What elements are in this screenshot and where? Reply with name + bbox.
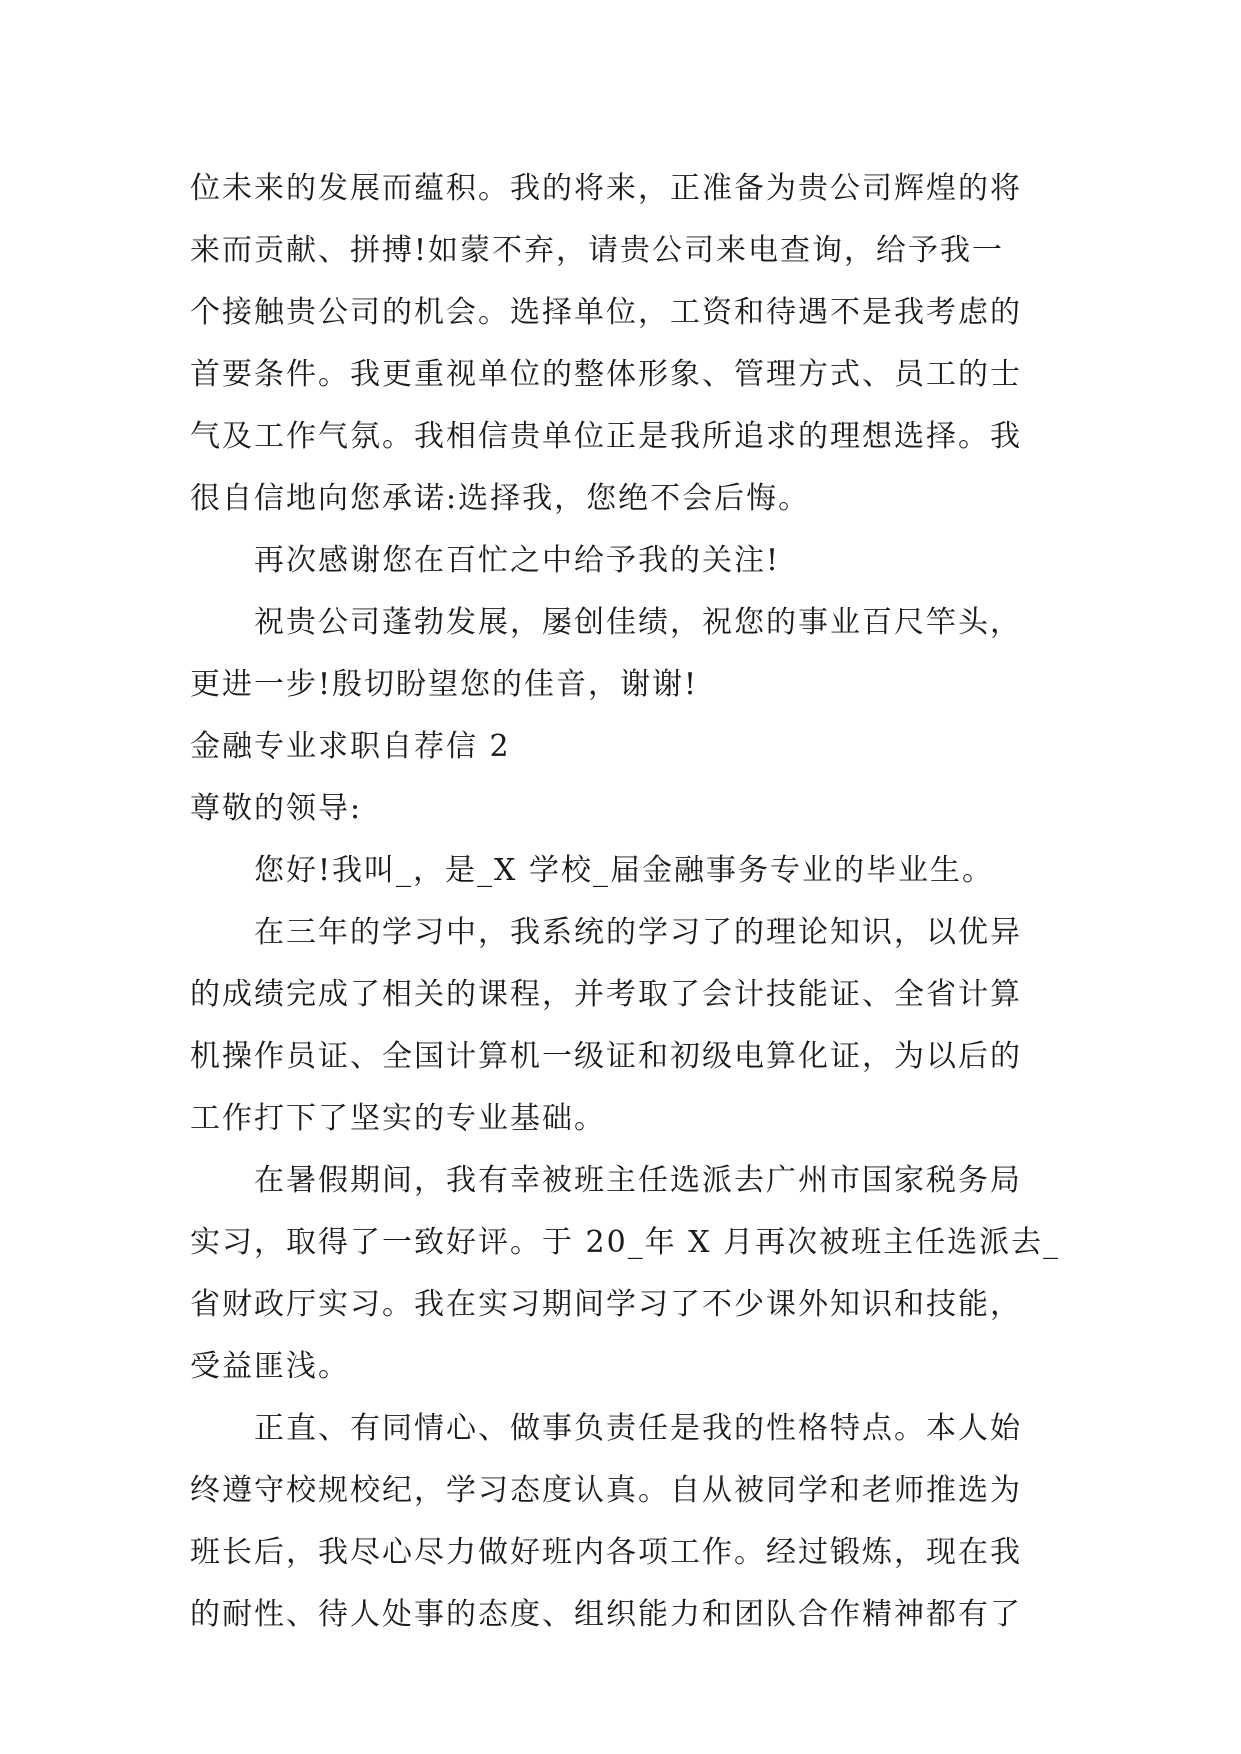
text-line: 省财政厅实习。我在实习期间学习了不少课外知识和技能，	[190, 1287, 1022, 1322]
text-line: 再次感谢您在百忙之中给予我的关注!	[254, 543, 781, 578]
text-line: 的耐性、待人处事的态度、组织能力和团队合作精神都有了	[190, 1597, 1022, 1632]
text-line: 位未来的发展而蕴积。我的将来，正准备为贵公司辉煌的将	[190, 171, 1022, 206]
text-line: 受益匪浅。	[190, 1349, 350, 1384]
text-line: 的成绩完成了相关的课程，并考取了会计技能证、全省计算	[190, 977, 1022, 1012]
document-body	[190, 158, 1070, 1646]
text-line: 来而贡献、拼搏!如蒙不弃，请贵公司来电查询，给予我一	[190, 233, 1005, 268]
text-line: 实习，取得了一致好评。于 20_年 X 月再次被班主任选派去_	[190, 1225, 1061, 1260]
text-line: 机操作员证、全国计算机一级证和初级电算化证，为以后的	[190, 1039, 1022, 1074]
section-title: 金融专业求职自荐信 2	[190, 729, 511, 764]
text-line: 个接触贵公司的机会。选择单位，工资和待遇不是我考虑的	[190, 295, 1022, 330]
text-line: 正直、有同情心、做事负责任是我的性格特点。本人始	[254, 1411, 1022, 1446]
text-line: 终遵守校规校纪，学习态度认真。自从被同学和老师推选为	[190, 1473, 1022, 1508]
text-line: 在暑假期间，我有幸被班主任选派去广州市国家税务局	[254, 1163, 1022, 1198]
text-line: 首要条件。我更重视单位的整体形象、管理方式、员工的士	[190, 357, 1022, 392]
text-line: 很自信地向您承诺:选择我，您绝不会后悔。	[190, 481, 811, 516]
text-line: 工作打下了坚实的专业基础。	[190, 1101, 606, 1136]
text-line: 更进一步!殷切盼望您的佳音，谢谢!	[190, 667, 699, 702]
text-line: 班长后，我尽心尽力做好班内各项工作。经过锻炼，现在我	[190, 1535, 1022, 1570]
text-line: 气及工作气氛。我相信贵单位正是我所追求的理想选择。我	[190, 419, 1022, 454]
text-line: 在三年的学习中，我系统的学习了的理论知识，以优异	[254, 915, 1022, 950]
salutation: 尊敬的领导:	[190, 791, 363, 826]
text-line: 祝贵公司蓬勃发展，屡创佳绩，祝您的事业百尺竿头，	[254, 605, 1022, 640]
text-line: 您好!我叫_，是_X 学校_届金融事务专业的毕业生。	[254, 853, 994, 888]
